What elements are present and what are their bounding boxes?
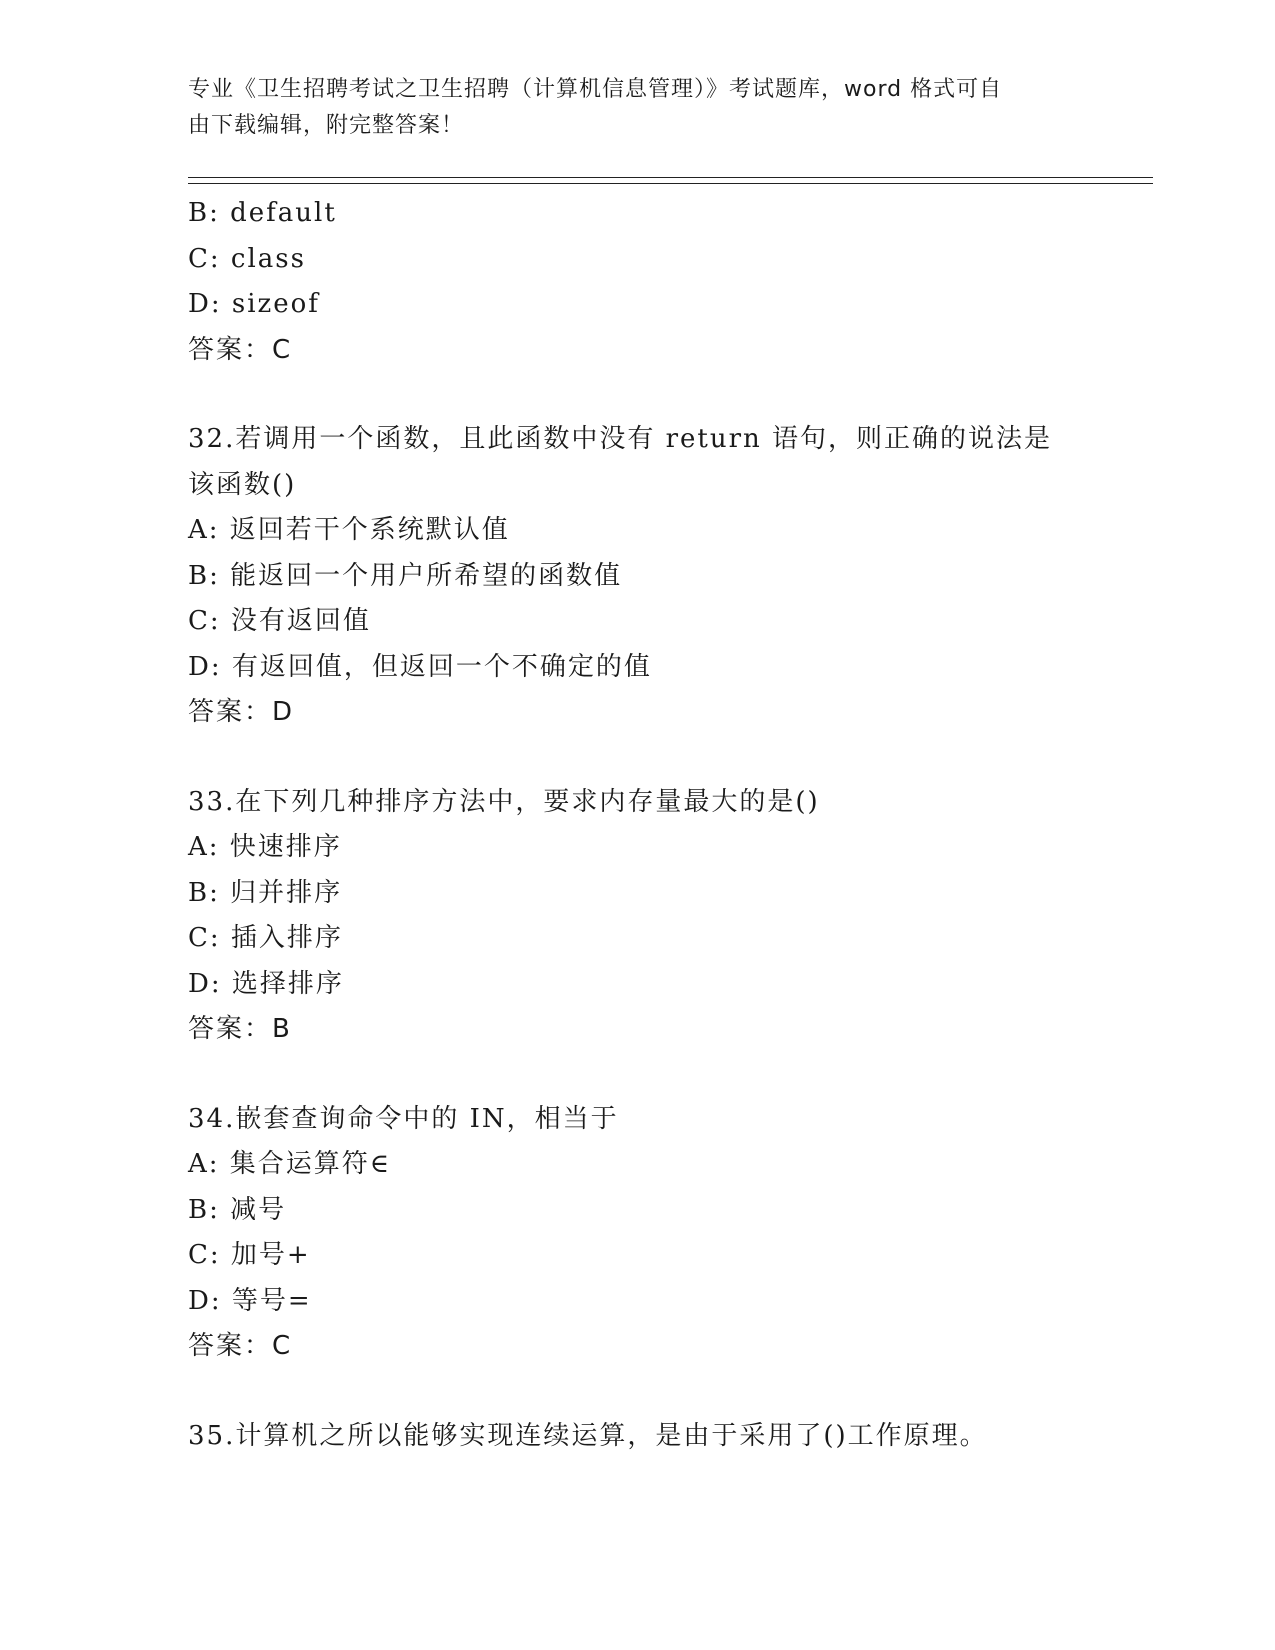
question-content [188, 191, 1068, 1459]
question-stem: 33.在下列几种排序方法中，要求内存量最大的是() [188, 786, 820, 817]
answer-label: 答案：B [188, 1014, 292, 1044]
option-b: B: default [188, 198, 337, 228]
option-b: B: 归并排序 [188, 877, 343, 908]
option-d: D: 选择排序 [188, 968, 344, 999]
question-stem: 32.若调用一个函数，且此函数中没有 return 语句，则正确的说法是 [188, 424, 1053, 454]
option-d: D: sizeof [188, 289, 320, 319]
option-b: B: 能返回一个用户所希望的函数值 [188, 560, 623, 591]
header-divider-top [188, 177, 1153, 178]
document-header [188, 72, 1068, 144]
header-divider-bottom [188, 183, 1153, 184]
header-line-1: 专业《卫生招聘考试之卫生招聘（计算机信息管理）》考试题库，word 格式可自 [188, 77, 1003, 102]
option-c: C: 加号+ [188, 1240, 311, 1270]
question-stem: 该函数() [188, 469, 297, 500]
question-stem: 34.嵌套查询命令中的 IN，相当于 [188, 1103, 619, 1134]
question-31-continued [188, 191, 1068, 373]
option-a: A: 集合运算符∈ [188, 1149, 392, 1179]
answer-label: 答案：C [188, 334, 293, 365]
option-a: A: 返回若干个系统默认值 [188, 515, 510, 545]
question-32 [188, 417, 1068, 736]
question-35 [188, 1414, 1068, 1460]
answer-label: 答案：C [188, 1331, 293, 1361]
option-d: D: 有返回值，但返回一个不确定的值 [188, 651, 652, 682]
answer-label: 答案：D [188, 697, 295, 727]
option-c: C: 插入排序 [188, 923, 343, 953]
option-d: D: 等号= [188, 1285, 312, 1316]
question-34 [188, 1097, 1068, 1370]
question-33 [188, 780, 1068, 1053]
header-line-2: 由下载编辑，附完整答案！ [188, 113, 465, 138]
option-c: C: 没有返回值 [188, 606, 371, 636]
option-a: A: 快速排序 [188, 832, 342, 862]
option-b: B: 减号 [188, 1194, 287, 1225]
option-c: C: class [188, 243, 306, 274]
question-stem: 35.计算机之所以能够实现连续运算，是由于采用了()工作原理。 [188, 1420, 988, 1451]
